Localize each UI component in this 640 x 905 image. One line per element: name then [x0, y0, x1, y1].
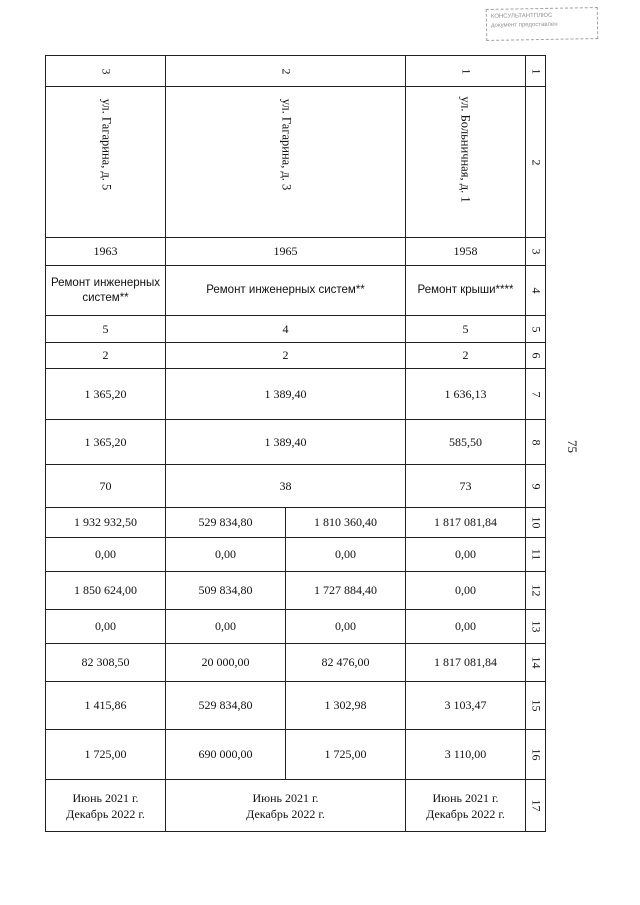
row-number-text: 9 — [529, 483, 543, 489]
table-cell: 1 389,40 — [166, 369, 406, 420]
row-number — [526, 343, 546, 369]
table-row — [46, 238, 546, 266]
row-number — [526, 610, 546, 644]
table-cell: 82 476,00 — [286, 644, 406, 682]
table-row — [46, 538, 546, 572]
work-type-text: Ремонт инженерных систем** — [206, 284, 365, 296]
table-cell — [46, 56, 166, 87]
table-cell: 3 103,47 — [406, 682, 526, 730]
table-row — [46, 343, 546, 369]
table-cell: 585,50 — [406, 420, 526, 465]
row-number-text: 17 — [529, 799, 543, 812]
table-row — [46, 56, 546, 87]
row-number-text: 3 — [529, 248, 543, 255]
table-cell: 1 932 932,50 — [46, 508, 166, 538]
table-cell: 1 302,98 — [286, 682, 406, 730]
table-cell: 20 000,00 — [166, 644, 286, 682]
row-number-text: 8 — [529, 439, 543, 445]
row-number — [526, 369, 546, 420]
table-row — [46, 610, 546, 644]
row-number-text: 7 — [529, 391, 543, 397]
table-cell: 1958 — [406, 238, 526, 266]
row-number-text: 16 — [529, 748, 543, 761]
cell-text: 3 — [99, 68, 113, 74]
table-cell — [166, 56, 406, 87]
period-end: Декабрь 2022 г. — [66, 806, 145, 821]
period-start: Июнь 2021 г. — [72, 790, 139, 805]
table-cell — [406, 56, 526, 87]
address-cell — [46, 87, 166, 238]
table-cell: 0,00 — [166, 610, 286, 644]
table-cell — [406, 266, 526, 316]
period-cell — [166, 780, 406, 832]
row-number-text: 13 — [529, 620, 543, 633]
row-number-text: 4 — [529, 287, 543, 294]
table-row — [46, 572, 546, 610]
work-type-text: Ремонт инженерных систем** — [50, 276, 161, 304]
table-cell: 3 110,00 — [406, 730, 526, 780]
row-number-text: 5 — [529, 326, 543, 332]
table-cell: 70 — [46, 465, 166, 508]
table-cell: 1 389,40 — [166, 420, 406, 465]
row-number — [526, 538, 546, 572]
table-cell: 4 — [166, 316, 406, 343]
table-cell: 5 — [46, 316, 166, 343]
address-cell — [406, 87, 526, 238]
row-number — [526, 572, 546, 610]
row-number-text: 10 — [529, 516, 543, 529]
address-text: ул. Гагарина, д. 5 — [99, 98, 113, 191]
row-number — [526, 87, 546, 238]
table-row — [46, 266, 546, 316]
consultant-stamp — [486, 7, 599, 41]
row-number — [526, 780, 546, 832]
page-number: 75 — [565, 440, 580, 453]
table-cell: 0,00 — [286, 610, 406, 644]
table-row — [46, 420, 546, 465]
period-end: Декабрь 2022 г. — [246, 806, 325, 821]
row-number — [526, 266, 546, 316]
table-cell: 690 000,00 — [166, 730, 286, 780]
table-cell: 5 — [406, 316, 526, 343]
row-number — [526, 316, 546, 343]
row-number — [526, 420, 546, 465]
table-cell: 529 834,80 — [166, 682, 286, 730]
period-end: Декабрь 2022 г. — [426, 806, 505, 821]
address-text: ул. Гагарина, д. 3 — [279, 98, 293, 191]
table-row — [46, 644, 546, 682]
table-cell: 82 308,50 — [46, 644, 166, 682]
row-number-text: 11 — [529, 548, 543, 561]
period-cell — [46, 780, 166, 832]
table-cell — [46, 266, 166, 316]
table-row — [46, 780, 546, 832]
row-number — [526, 644, 546, 682]
table-cell: 2 — [406, 343, 526, 369]
table-cell: 0,00 — [46, 538, 166, 572]
row-number — [526, 508, 546, 538]
table-cell: 1 725,00 — [46, 730, 166, 780]
stamp-line-2: документ предоставлен — [490, 21, 558, 29]
row-number-text: 2 — [529, 159, 543, 165]
address-cell — [166, 87, 406, 238]
address-text: ул. Больничная, д. 1 — [459, 96, 473, 203]
table-row — [46, 465, 546, 508]
table-cell: 1 725,00 — [286, 730, 406, 780]
table-cell: 2 — [46, 343, 166, 369]
table-cell: 2 — [166, 343, 406, 369]
row-number-text: 14 — [529, 656, 543, 669]
table-cell: 73 — [406, 465, 526, 508]
register-table — [45, 55, 546, 832]
table-cell: 0,00 — [46, 610, 166, 644]
period-start: Июнь 2021 г. — [252, 790, 319, 805]
table-cell: 1 636,13 — [406, 369, 526, 420]
table-cell: 1 365,20 — [46, 420, 166, 465]
table-cell: 0,00 — [406, 538, 526, 572]
table-cell: 1965 — [166, 238, 406, 266]
table-cell: 0,00 — [166, 538, 286, 572]
row-number — [526, 56, 546, 87]
row-number-text: 12 — [529, 584, 543, 597]
row-number-text: 1 — [529, 68, 543, 74]
period-cell — [406, 780, 526, 832]
table-row — [46, 369, 546, 420]
table-cell: 1 817 081,84 — [406, 644, 526, 682]
table-cell: 0,00 — [406, 572, 526, 610]
table-cell: 1 850 624,00 — [46, 572, 166, 610]
table-cell: 1 727 884,40 — [286, 572, 406, 610]
stamp-line-1: КОНСУЛЬТАНТПЛЮС — [490, 12, 553, 20]
table-cell: 1 415,86 — [46, 682, 166, 730]
table-row — [46, 730, 546, 780]
table-cell: 1 365,20 — [46, 369, 166, 420]
row-number — [526, 238, 546, 266]
table-cell: 529 834,80 — [166, 508, 286, 538]
row-number-text: 15 — [529, 699, 543, 712]
cell-text: 2 — [279, 68, 293, 74]
table-row — [46, 508, 546, 538]
cell-text: 1 — [459, 68, 473, 74]
table-row — [46, 87, 546, 238]
table-row — [46, 316, 546, 343]
row-number — [526, 682, 546, 730]
row-number — [526, 465, 546, 508]
table-cell — [166, 266, 406, 316]
table-cell: 509 834,80 — [166, 572, 286, 610]
table-cell: 0,00 — [286, 538, 406, 572]
work-type-text: Ремонт крыши**** — [417, 284, 514, 296]
table-cell: 38 — [166, 465, 406, 508]
row-number-text: 6 — [529, 352, 543, 359]
table-cell: 0,00 — [406, 610, 526, 644]
table-cell: 1 810 360,40 — [286, 508, 406, 538]
table-cell: 1 817 081,84 — [406, 508, 526, 538]
table-cell: 1963 — [46, 238, 166, 266]
period-start: Июнь 2021 г. — [432, 790, 499, 805]
table-row — [46, 682, 546, 730]
row-number — [526, 730, 546, 780]
